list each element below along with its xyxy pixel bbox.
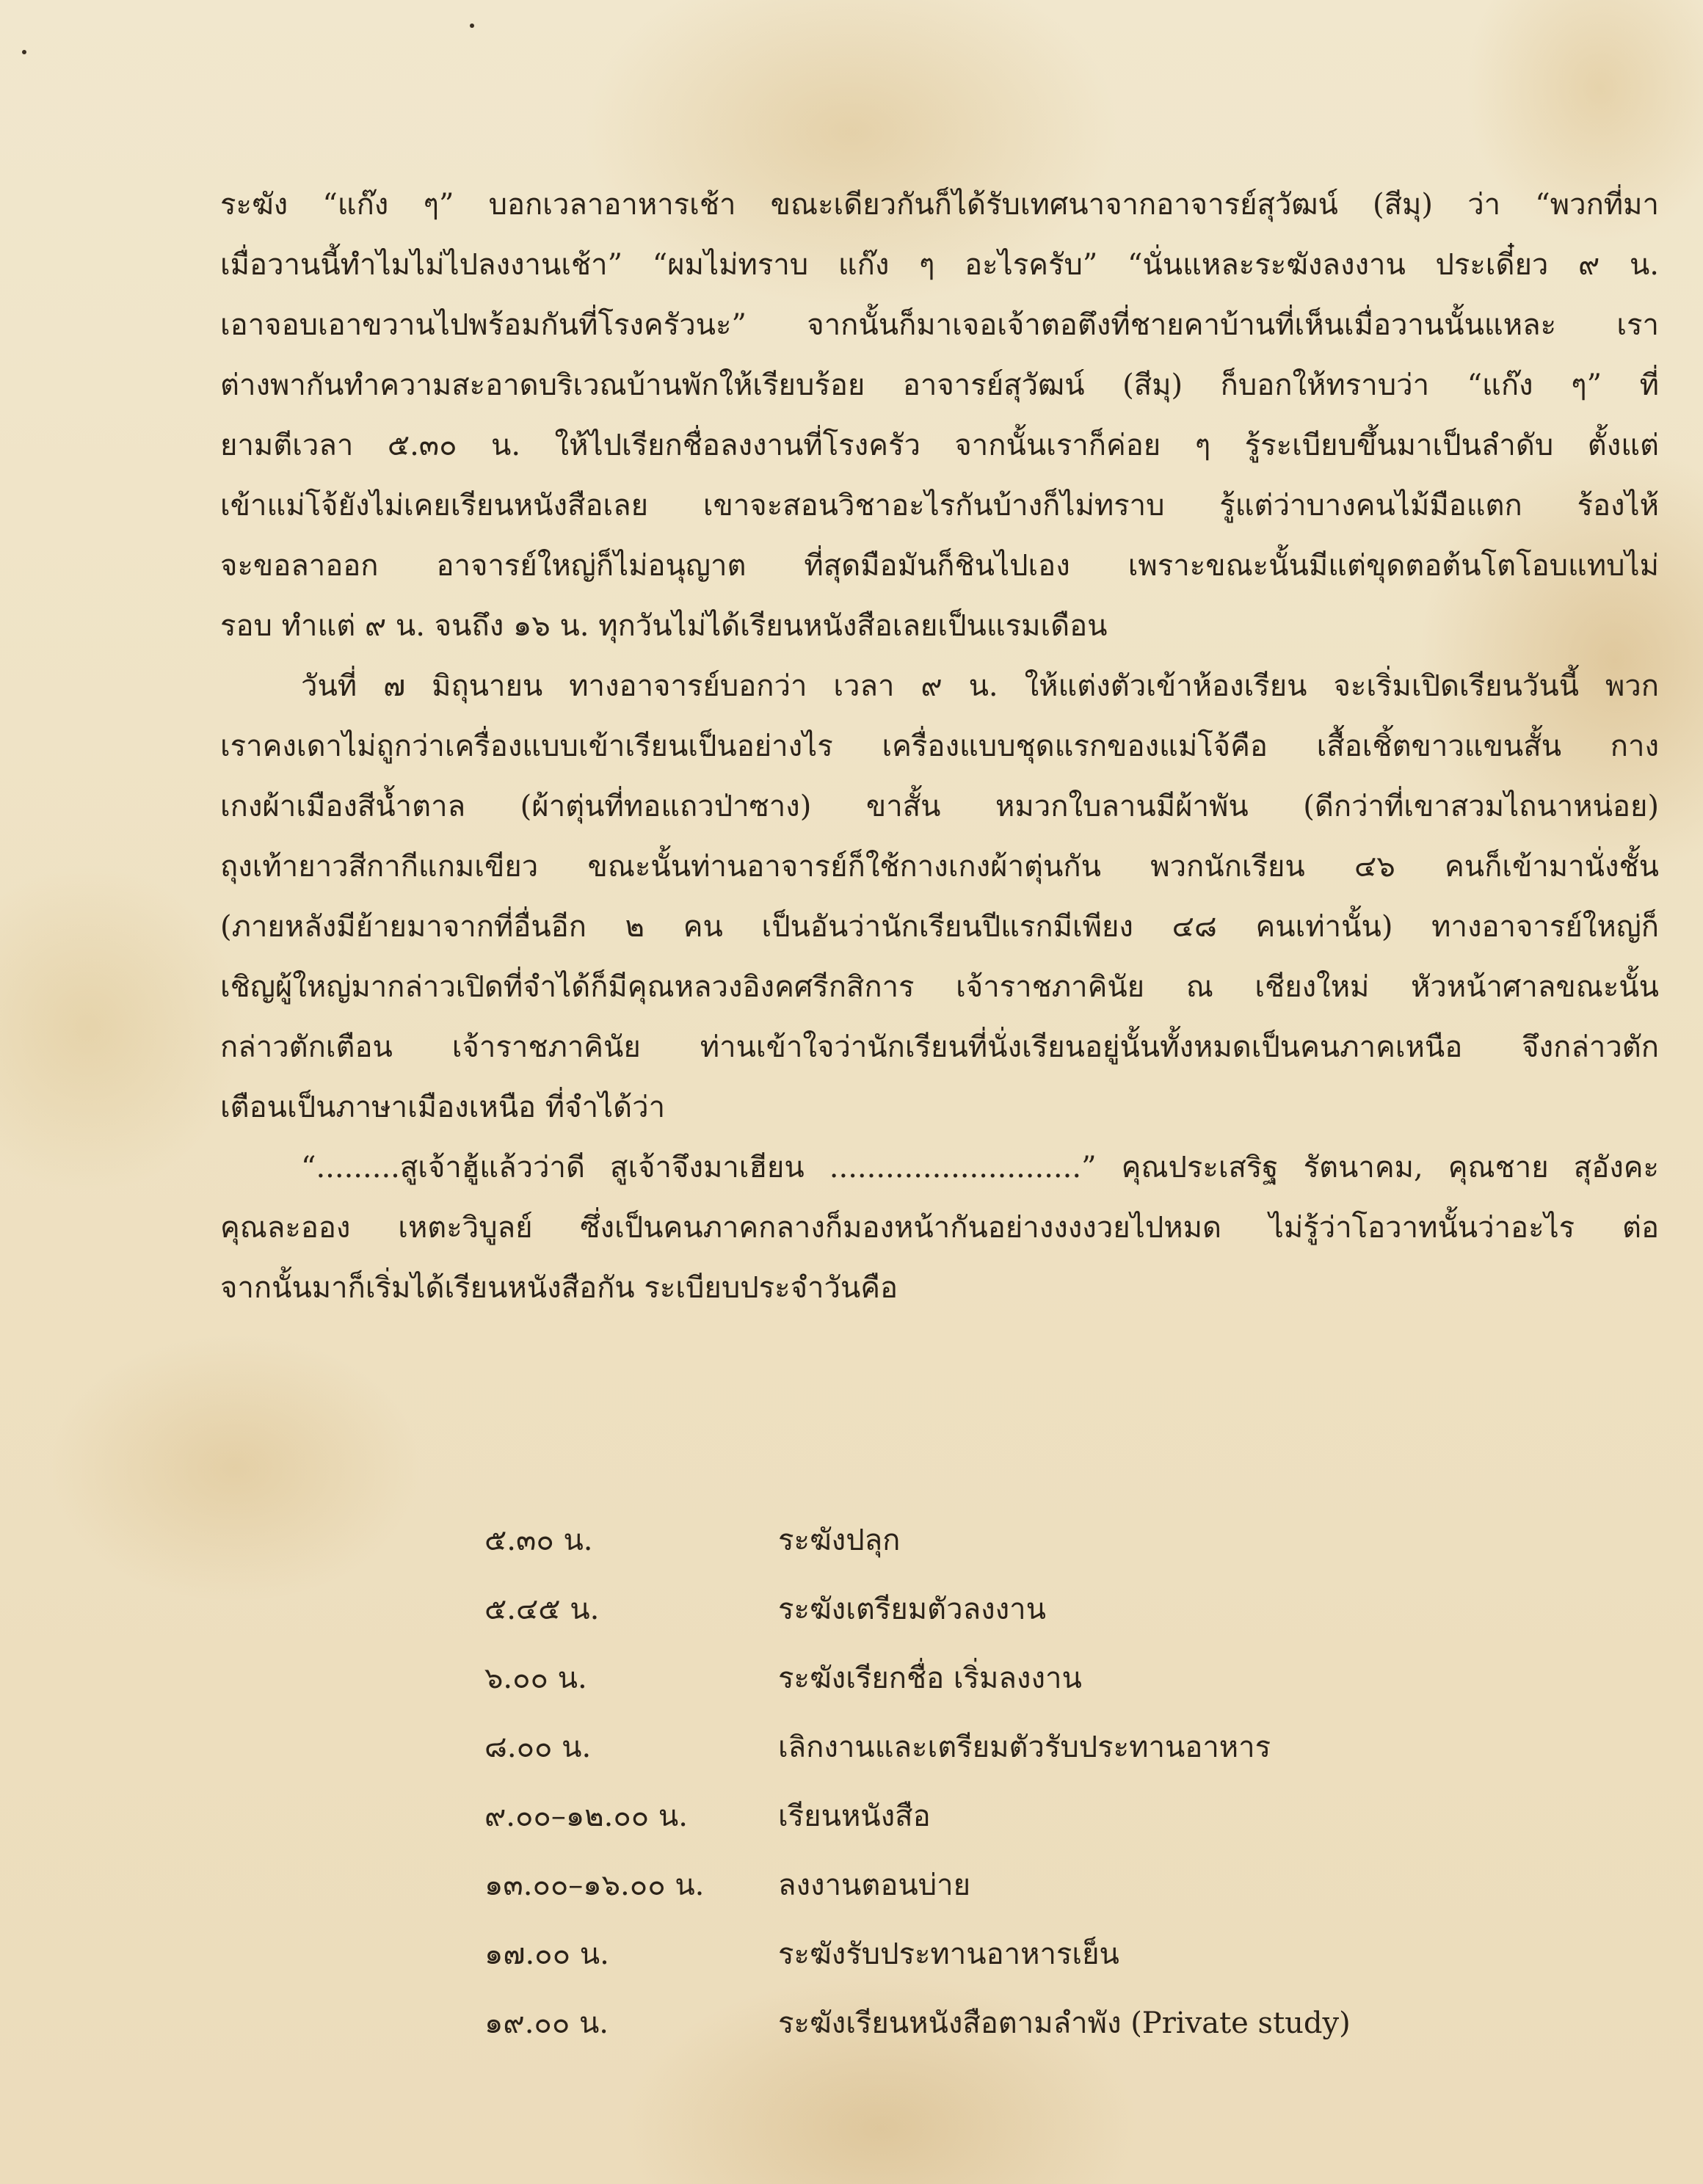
body-text [220, 175, 1659, 1318]
schedule-row [484, 1782, 1351, 1851]
paragraph-1-line: เข้าแม่โจ้ยังไม่เคยเรียนหนังสือเลย เขาจะสอนวิชาอะไรกันบ้างก็ไม่ทราบ รู้แต่ว่าบางคนไม้มือแตก ร้องไห้ [220, 489, 1659, 523]
paragraph-1-line: ต่างพากันทำความสะอาดบริเวณบ้านพักให้เรียบร้อย อาจารย์สุวัฒน์ (สีมุ) ก็บอกให้ทราบว่า “แก๊ง ๆ” ที่ [220, 368, 1659, 402]
schedule-activity: ระฆังเรียนหนังสือตามลำพัง (Private study) [778, 2006, 1351, 2040]
paragraph-3-line: จากนั้นมาก็เริ่มได้เรียนหนังสือกัน ระเบียบประจำวันคือ [220, 1271, 898, 1305]
schedule-activity: ระฆังเตรียมตัวลงงาน [778, 1592, 1046, 1626]
schedule-time: ๕.๔๕ น. [484, 1592, 600, 1626]
paragraph-1-line: ระฆัง “แก๊ง ๆ” บอกเวลาอาหารเช้า ขณะเดียวกันก็ได้รับเทศนาจากอาจารย์สุวัฒน์ (สีมุ) ว่า “พวกที่มา [220, 188, 1659, 222]
paragraph-1-line: เอาจอบเอาขวานไปพร้อมกันที่โรงครัวนะ” จากนั้นก็มาเจอเจ้าตอตึงที่ชายคาบ้านที่เห็นเมื่อวานนั้นแหละ เรา [220, 308, 1659, 342]
schedule-time: ๑๙.๐๐ น. [484, 2006, 609, 2040]
ink-speck [470, 23, 474, 28]
paragraph-3-line: “.........สูเจ้าฮู้แล้วว่าดี สูเจ้าจึงมาเฮียน ...........................” คุณประเสริฐ รัตนาคม, คุณชาย สุอังคะ [301, 1151, 1660, 1184]
paragraph-1-line: ยามตีเวลา ๕.๓๐ น. ให้ไปเรียกชื่อลงงานที่โรงครัว จากนั้นเราก็ค่อย ๆ รู้ระเบียบขึ้นมาเป็นลำดับ ตั้งแต่ [220, 429, 1659, 462]
schedule-time: ๕.๓๐ น. [484, 1524, 593, 1557]
paragraph-2-line: ถุงเท้ายาวสีกากีแกมเขียว ขณะนั้นท่านอาจารย์ก็ใช้กางเกงผ้าตุ่นกัน พวกนักเรียน ๔๖ คนก็เข้ามานั่งชั้น [220, 850, 1659, 884]
paragraph-2-line: เกงผ้าเมืองสีน้ำตาล (ผ้าตุ่นที่ทอแถวป่าซาง) ขาสั้น หมวกใบลานมีผ้าพัน (ดีกว่าที่เขาสวมไถนาหน่อย) [220, 790, 1659, 823]
schedule-time: ๖.๐๐ น. [484, 1661, 587, 1695]
paragraph-2-line: เราคงเดาไม่ถูกว่าเครื่องแบบเข้าเรียนเป็นอย่างไร เครื่องแบบชุดแรกของแม่โจ้คือ เสื้อเชิ้ตขาวแขนสั้น กาง [220, 729, 1659, 763]
schedule-row [484, 1713, 1351, 1782]
paragraph-3-line: คุณละออง เหตะวิบูลย์ ซึ่งเป็นคนภาคกลางก็มองหน้ากันอย่างงงงวยไปหมด ไม่รู้ว่าโอวาทนั้นว่าอะไร ต่อ [220, 1211, 1659, 1245]
schedule-row [484, 1575, 1351, 1644]
schedule-row [484, 1644, 1351, 1713]
ink-speck [22, 50, 26, 54]
schedule-time: ๑๗.๐๐ น. [484, 1937, 609, 1971]
paragraph-2-line: เตือนเป็นภาษาเมืองเหนือ ที่จำได้ว่า [220, 1091, 666, 1124]
schedule-activity: ระฆังรับประทานอาหารเย็น [778, 1937, 1119, 1971]
paragraph-2-line: วันที่ ๗ มิถุนายน ทางอาจารย์บอกว่า เวลา ๙ น. ให้แต่งตัวเข้าห้องเรียน จะเริ่มเปิดเรียนวันนี้ พวก [301, 669, 1659, 703]
schedule-activity: ลงงานตอนบ่าย [778, 1868, 971, 1902]
schedule-row [484, 1506, 1351, 1575]
schedule-row [484, 1989, 1351, 2058]
schedule-row [484, 1851, 1351, 1920]
paragraph-2-line: กล่าวตักเตือน เจ้าราชภาคินัย ท่านเข้าใจว่านักเรียนที่นั่งเรียนอยู่นั้นทั้งหมดเป็นคนภาคเหนือ จึงกล่าวตัก [220, 1030, 1659, 1064]
paragraph-1-line: จะขอลาออก อาจารย์ใหญ่ก็ไม่อนุญาต ที่สุดมือมันก็ชินไปเอง เพราะขณะนั้นมีแต่ขุดตอต้นโตโอบแทบไม่ [220, 549, 1659, 583]
schedule-time: ๙.๐๐–๑๒.๐๐ น. [484, 1799, 688, 1833]
schedule-activity: ระฆังปลุก [778, 1524, 901, 1557]
paragraph-1-line: เมื่อวานนี้ทำไมไม่ไปลงงานเช้า” “ผมไม่ทราบ แก๊ง ๆ อะไรครับ” “นั่นแหละระฆังลงงาน ประเดี๋ยว ๙ น. [220, 248, 1659, 282]
schedule-time: ๘.๐๐ น. [484, 1730, 592, 1764]
schedule-activity: เรียนหนังสือ [778, 1799, 931, 1833]
paragraph-1-line: รอบ ทำแต่ ๙ น. จนถึง ๑๖ น. ทุกวันไม่ได้เรียนหนังสือเลยเป็นแรมเดือน [220, 609, 1108, 643]
daily-schedule [484, 1506, 1351, 2058]
paragraph-2-line: (ภายหลังมีย้ายมาจากที่อื่นอีก ๒ คน เป็นอันว่านักเรียนปีแรกมีเพียง ๔๘ คนเท่านั้น) ทางอาจารย์ใหญ่ก็ [220, 910, 1659, 944]
schedule-activity: ระฆังเรียกชื่อ เริ่มลงงาน [778, 1661, 1082, 1695]
schedule-row [484, 1920, 1351, 1989]
schedule-time: ๑๓.๐๐–๑๖.๐๐ น. [484, 1868, 705, 1902]
paragraph-2-line: เชิญผู้ใหญ่มากล่าวเปิดที่จำได้ก็มีคุณหลวงอิงคศรีกสิการ เจ้าราชภาคินัย ณ เชียงใหม่ หัวหน้าศาลขณะนั้น [220, 970, 1659, 1004]
schedule-activity: เลิกงานและเตรียมตัวรับประทานอาหาร [778, 1730, 1271, 1764]
